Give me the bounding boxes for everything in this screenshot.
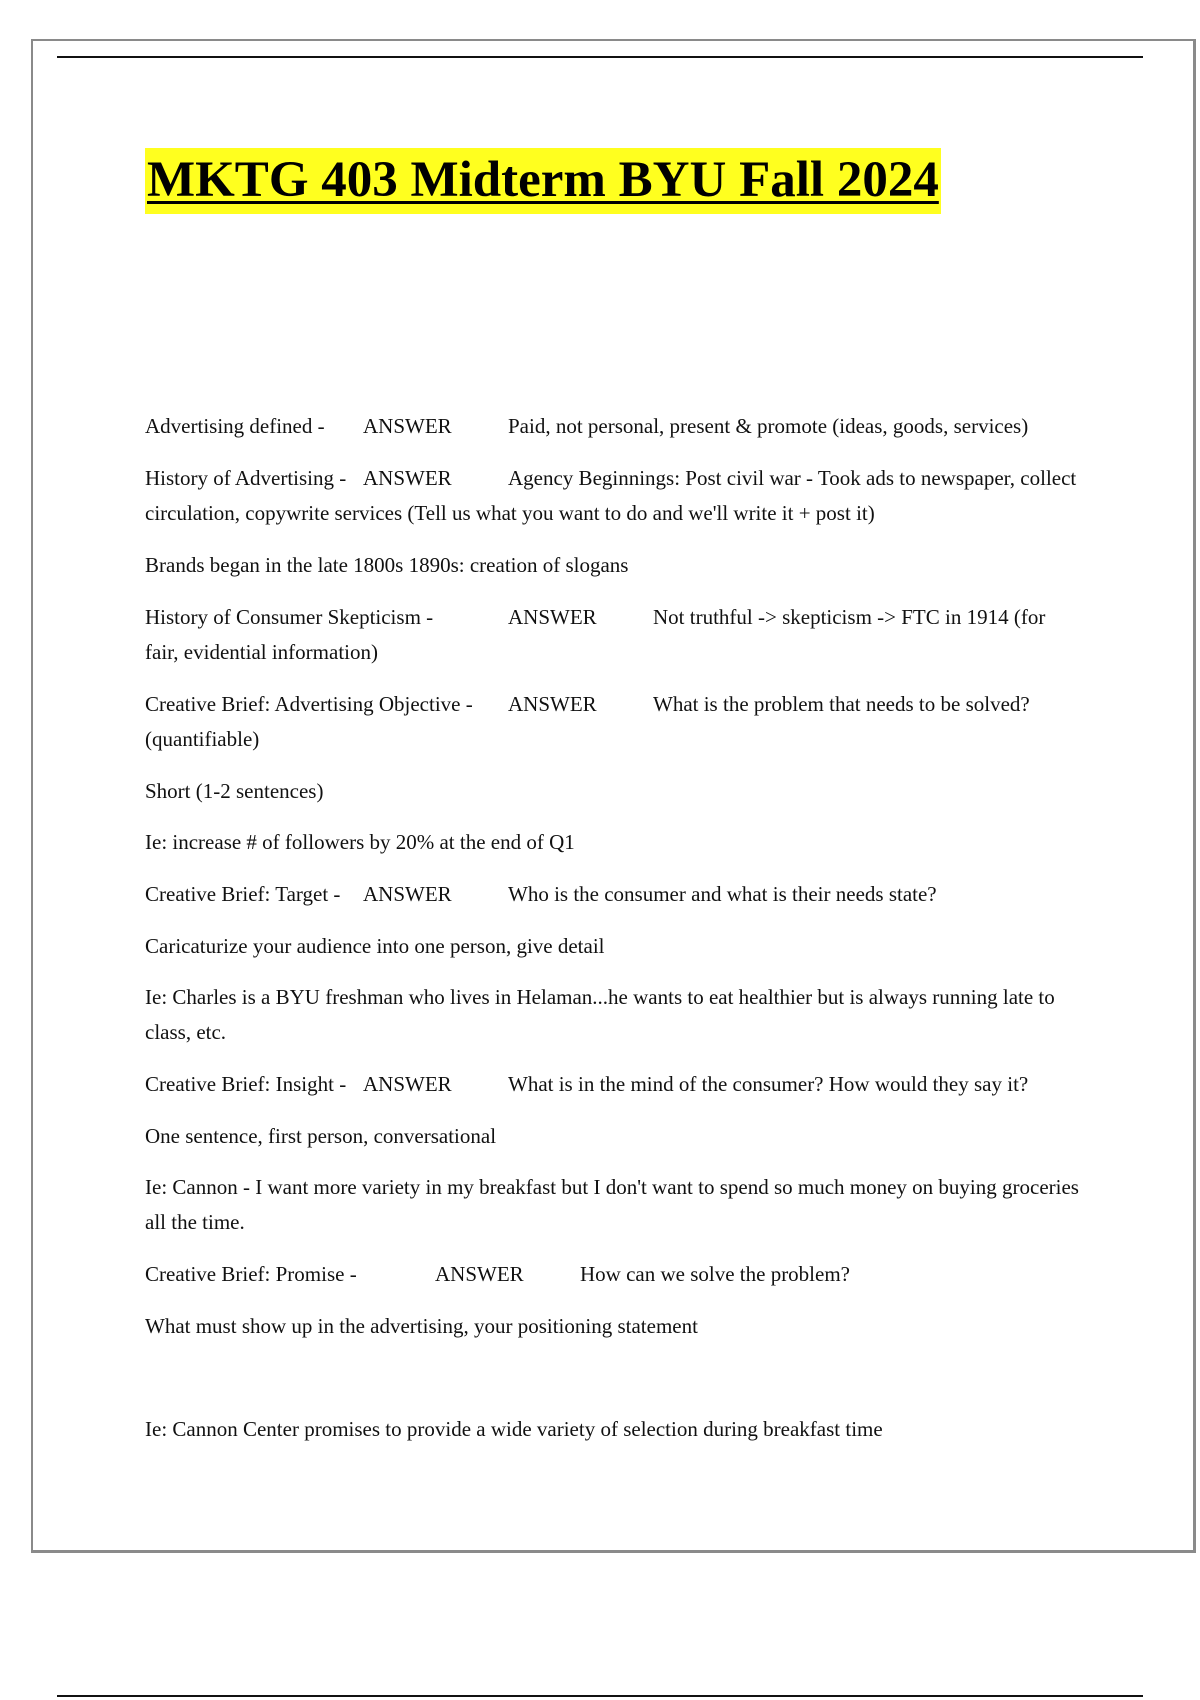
entry-answer: What is the problem that needs to be solved? (quantifiable) bbox=[145, 692, 1030, 751]
entry-consumer-skepticism bbox=[145, 600, 1080, 670]
entry-answer: What is in the mind of the consumer? How would they say it? bbox=[508, 1072, 1029, 1096]
entry-text: Short (1-2 sentences) bbox=[145, 779, 324, 803]
entry-text: Caricaturize your audience into one person, give detail bbox=[145, 934, 605, 958]
entry-answer: How can we solve the problem? bbox=[580, 1262, 850, 1286]
entry-text: Ie: Charles is a BYU freshman who lives in Helaman...he wants to eat healthier but is always running late to class, etc. bbox=[145, 985, 1055, 1044]
entry-text: What must show up in the advertising, your positioning statement bbox=[145, 1314, 698, 1338]
entry-text: Ie: increase # of followers by 20% at the end of Q1 bbox=[145, 830, 575, 854]
entry-answer-label: ANSWER bbox=[363, 466, 452, 490]
entry-history-of-advertising bbox=[145, 461, 1080, 531]
entry-answer-label: ANSWER bbox=[508, 692, 597, 716]
entry-term: Creative Brief: Target - bbox=[145, 882, 341, 906]
entry-term: Creative Brief: Insight - bbox=[145, 1072, 347, 1096]
entry-answer-label: ANSWER bbox=[363, 882, 452, 906]
entry-term: History of Consumer Skepticism - bbox=[145, 605, 434, 629]
entry-answer: Not truthful -> skepticism -> FTC in 1914 (for fair, evidential information) bbox=[145, 605, 1046, 664]
entry-answer-label: ANSWER bbox=[508, 605, 597, 629]
entry-answer-label: ANSWER bbox=[363, 414, 452, 438]
entry-text: One sentence, first person, conversational bbox=[145, 1124, 497, 1148]
entry-term: Creative Brief: Promise - bbox=[145, 1262, 357, 1286]
entry-term: History of Advertising - bbox=[145, 466, 347, 490]
entry-promise bbox=[145, 1257, 1080, 1292]
entry-answer: Paid, not personal, present & promote (ideas, goods, services) bbox=[508, 414, 1029, 438]
entry-text: Ie: Cannon - I want more variety in my breakfast but I don't want to spend so much money on buying groceries all the time. bbox=[145, 1175, 1079, 1234]
entry-advertising-defined bbox=[145, 409, 1080, 444]
entry-answer: Who is the consumer and what is their needs state? bbox=[508, 882, 937, 906]
entry-answer-label: ANSWER bbox=[435, 1262, 524, 1286]
entry-answer-label: ANSWER bbox=[363, 1072, 452, 1096]
top-rule bbox=[57, 56, 1143, 58]
entry-term: Creative Brief: Advertising Objective - bbox=[145, 692, 473, 716]
entry-advertising-objective bbox=[145, 687, 1080, 757]
entry-target bbox=[145, 877, 1080, 912]
entry-answer: Agency Beginnings: Post civil war - Took ads to newspaper, collect circulation, copywrite services (Tell us what you want to do and we'll write it + post it) bbox=[145, 466, 1077, 525]
entry-insight bbox=[145, 1067, 1080, 1102]
bottom-rule bbox=[57, 1695, 1143, 1697]
entry-term: Advertising defined - bbox=[145, 414, 325, 438]
entry-text: Ie: Cannon Center promises to provide a wide variety of selection during breakfast time bbox=[145, 1417, 883, 1441]
entry-text: Brands began in the late 1800s 1890s: creation of slogans bbox=[145, 553, 629, 577]
document-title: MKTG 403 Midterm BYU Fall 2024 bbox=[145, 148, 941, 214]
